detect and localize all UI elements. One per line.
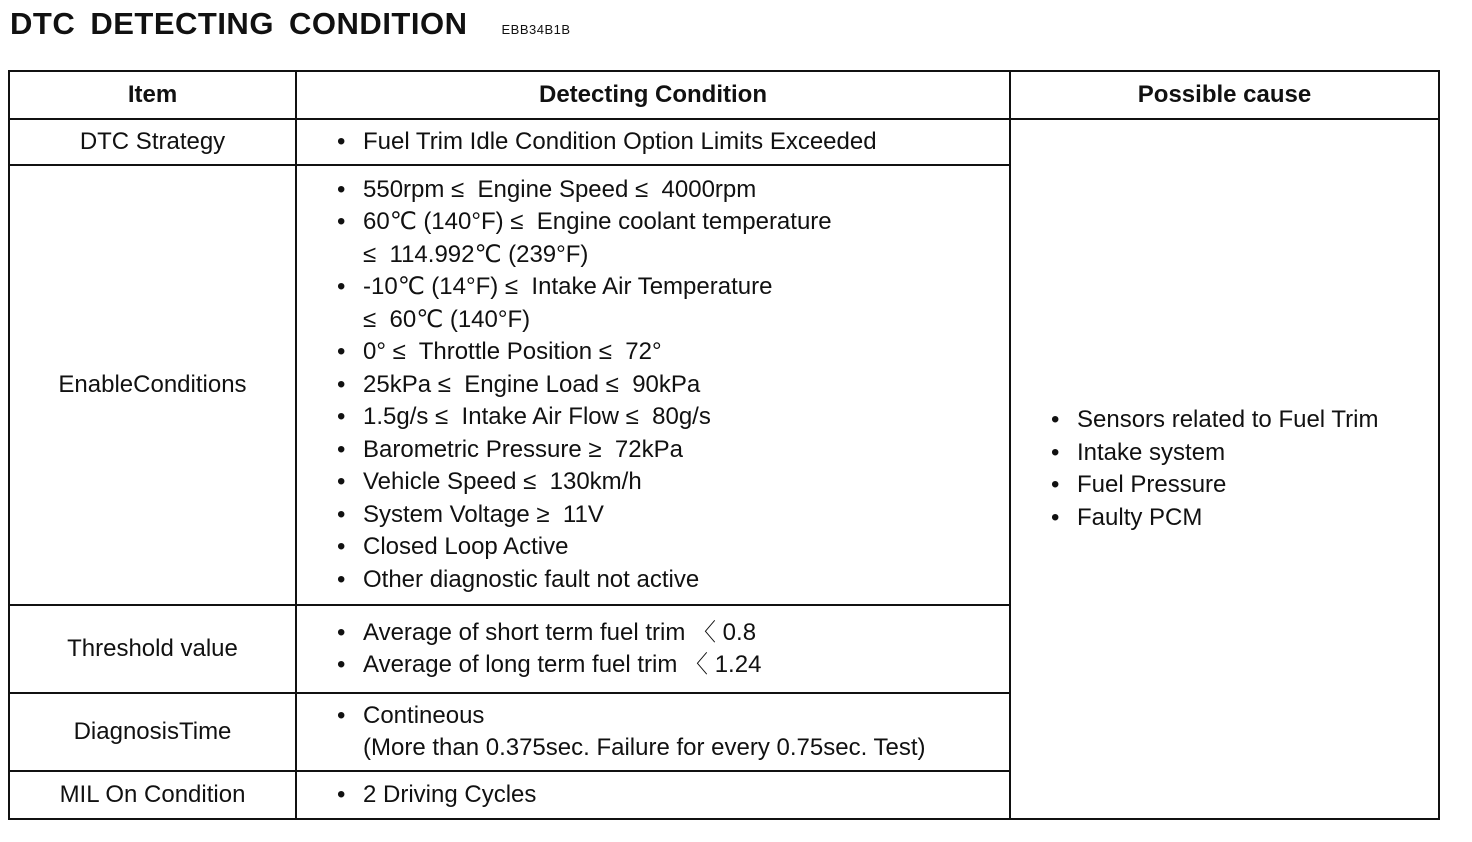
list-item: • Other diagnostic fault not active xyxy=(337,564,1009,597)
list-item xyxy=(337,206,1009,271)
list-item xyxy=(337,271,1009,336)
condition-list xyxy=(337,174,1009,597)
table-header-row xyxy=(9,71,1439,119)
item-cell-dtc-strategy: DTC Strategy xyxy=(9,119,296,165)
condition-cell-enable-conditions xyxy=(296,165,1010,605)
list-item: • Average of short term fuel trim 〈 0.8 xyxy=(337,617,1009,650)
page-title: DTC DETECTING CONDITION xyxy=(10,6,468,41)
condition-cell-mil-on-condition xyxy=(296,771,1010,819)
condition-cell-dtc-strategy xyxy=(296,119,1010,165)
list-item: • 2 Driving Cycles xyxy=(337,779,1009,812)
dtc-condition-table xyxy=(8,70,1440,820)
condition-cell-threshold-value xyxy=(296,605,1010,693)
item-cell-diagnosis-time: DiagnosisTime xyxy=(9,693,296,771)
condition-continuation: (More than 0.375sec. Failure for every 0.75sec. Test) xyxy=(363,734,926,761)
condition-continuation: ≤ 114.992℃ (239°F) xyxy=(363,240,589,268)
document-code: EBB34B1B xyxy=(501,22,571,37)
item-cell-threshold-value: Threshold value xyxy=(9,605,296,693)
list-item: • 1.5g/s ≤ Intake Air Flow ≤ 80g/s xyxy=(337,401,1009,434)
list-item: • Faulty PCM xyxy=(1051,502,1438,535)
table-row-dtc-strategy xyxy=(9,119,1439,165)
condition-list xyxy=(337,126,1009,159)
list-item: • 0° ≤ Throttle Position ≤ 72° xyxy=(337,336,1009,369)
item-cell-mil-on-condition: MIL On Condition xyxy=(9,771,296,819)
item-cell-enable-conditions: EnableConditions xyxy=(9,165,296,605)
list-item: • 550rpm ≤ Engine Speed ≤ 4000rpm xyxy=(337,174,1009,207)
condition-text: -10℃ (14°F) ≤ Intake Air Temperature xyxy=(363,273,773,301)
title-row xyxy=(10,6,571,42)
possible-cause-cell xyxy=(1010,119,1439,819)
list-item: • Intake system xyxy=(1051,437,1438,470)
list-item: • Sensors related to Fuel Trim xyxy=(1051,404,1438,437)
list-item: • Vehicle Speed ≤ 130km/h xyxy=(337,466,1009,499)
condition-list xyxy=(337,617,1009,682)
list-item xyxy=(337,700,1009,765)
condition-continuation: ≤ 60℃ (140°F) xyxy=(363,305,531,333)
list-item: • System Voltage ≥ 11V xyxy=(337,499,1009,532)
list-item: • Barometric Pressure ≥ 72kPa xyxy=(337,434,1009,467)
list-item: • Fuel Pressure xyxy=(1051,469,1438,502)
possible-cause-list xyxy=(1051,404,1438,534)
condition-text: Contineous xyxy=(363,701,485,729)
condition-list xyxy=(337,700,1009,765)
condition-cell-diagnosis-time xyxy=(296,693,1010,771)
list-item: • 25kPa ≤ Engine Load ≤ 90kPa xyxy=(337,369,1009,402)
column-header-detecting-condition: Detecting Condition xyxy=(296,71,1010,119)
column-header-possible-cause: Possible cause xyxy=(1010,71,1439,119)
column-header-item: Item xyxy=(9,71,296,119)
list-item: • Closed Loop Active xyxy=(337,531,1009,564)
list-item: • Average of long term fuel trim 〈 1.24 xyxy=(337,649,1009,682)
list-item: • Fuel Trim Idle Condition Option Limits Exceeded xyxy=(337,126,1009,159)
condition-text: 60℃ (140°F) ≤ Engine coolant temperature xyxy=(363,208,832,236)
condition-list xyxy=(337,779,1009,812)
